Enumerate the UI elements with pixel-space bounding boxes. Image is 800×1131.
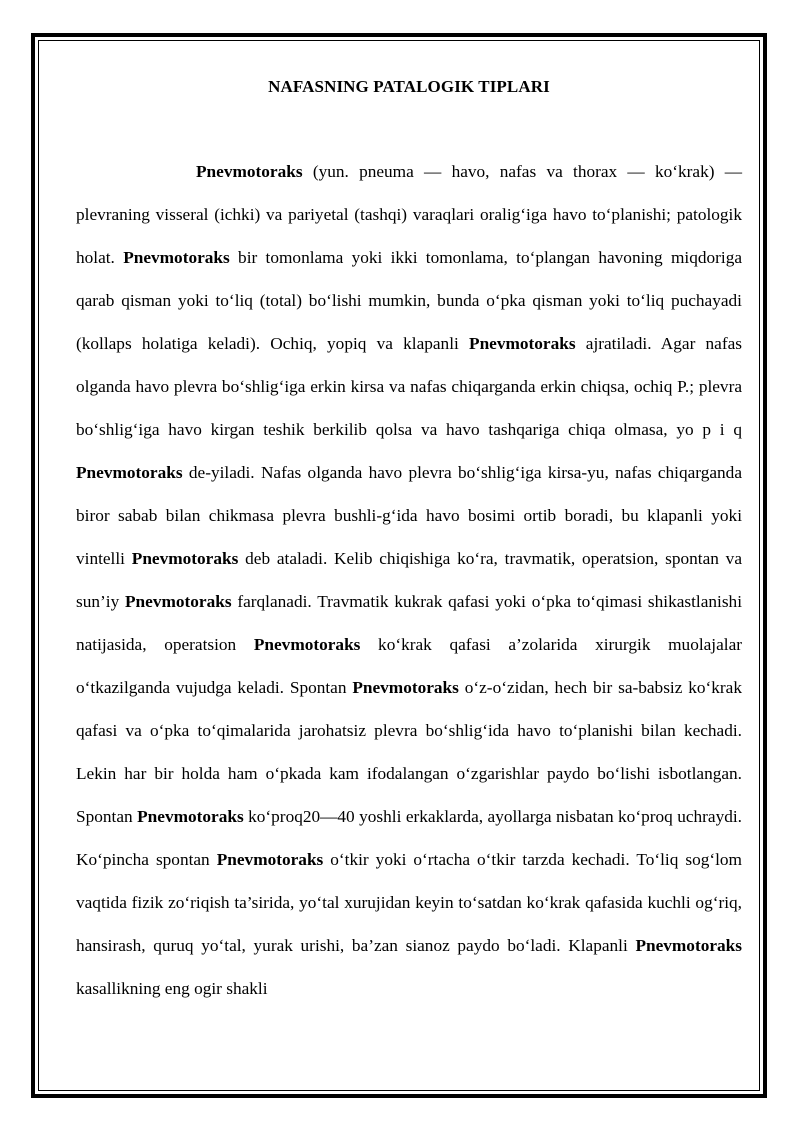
text-run: (yun. pneuma — havo, nafas va thorax — ko‘krak) — plevraning visseral (ichki) va pariyetal (tashqi) varaqlari oralig‘iga havo to‘planishi; patologik holat.: [76, 162, 742, 267]
term-bold: Pnevmotoraks: [635, 936, 742, 955]
text-run: kasallikning eng ogir shakli: [76, 979, 268, 998]
text-run: farqlanadi. Travmatik kukrak qafasi yoki o‘pka to‘qimasi shikastlanishi natijasida, operatsion: [76, 592, 742, 654]
term-bold: Pnevmotoraks: [76, 463, 183, 482]
term-bold: Pnevmotoraks: [196, 162, 303, 181]
term-bold: Pnevmotoraks: [131, 549, 239, 568]
term-bold: Pnevmotoraks: [137, 807, 244, 826]
document-title: NAFASNING PATALOGIK TIPLARI: [268, 77, 550, 96]
text-run: o‘z-o‘zidan, hech bir sa-babsiz ko‘krak qafasi va o‘pka to‘qimalarida jarohatsiz plevra bo‘shlig‘ida havo to‘planishi bilan kechadi. Lekin har bir holda ham o‘pkada kam ifodalangan o‘zgarishlar paydo bo‘lishi isbotlangan. Spontan: [76, 678, 742, 826]
text-run: deb ataladi. Kelib chiqishiga ko‘ra, travmatik, operatsion, spontan va sun’iy: [76, 549, 742, 611]
term-bold: Pnevmotoraks: [352, 678, 459, 697]
body-paragraph: [76, 150, 742, 1010]
text-run: o‘tkir yoki o‘rtacha o‘tkir tarzda kechadi. To‘liq sog‘lom vaqtida fizik zo‘riqish ta’sirida, yo‘tal xurujidan keyin to‘satdan ko‘krak qafasida kuchli og‘riq, hansirash, quruq yo‘tal, yurak urishi, ba’zan sianoz paydo bo‘ladi. Klapanli: [76, 850, 743, 955]
term-bold: Pnevmotoraks: [125, 592, 232, 611]
term-bold: Pnevmotoraks: [216, 850, 324, 869]
text-run: de-yiladi. Nafas olganda havo plevra bo‘shlig‘iga kirsa-yu, nafas chiqarganda biror sabab bilan chikmasa plevra bushli-g‘ida havo bosimi ortib boradi, bu klapanli yoki vintelli: [76, 463, 742, 568]
text-run: bir tomonlama yoki ikki tomonlama, to‘plangan havoning miqdoriga qarab qisman yoki to‘liq (total) bo‘lishi mumkin, bunda o‘pka qisman yoki to‘liq puchayadi (kollaps holatiga keladi). Ochiq, yopiq va klapanli: [76, 248, 743, 353]
text-run: ko‘krak qafasi a’zolarida xirurgik muolajalar o‘tkazilganda vujudga keladi. Spontan: [76, 635, 743, 697]
term-bold: Pnevmotoraks: [253, 635, 361, 654]
page-content: [76, 76, 742, 1010]
text-run: ajratiladi. Agar nafas olganda havo plevra bo‘shlig‘iga erkin kirsa va nafas chiqarganda erkin chiqsa, ochiq P.; plevra bo‘shlig‘iga havo kirgan teshik berkilib qolsa va havo tashqariga chiqa olmasa, yo p i q: [76, 334, 742, 439]
text-run: ko‘proq20—40 yoshli erkaklarda, ayollarga nisbatan ko‘proq uchraydi. Ko‘pincha spontan: [76, 807, 742, 869]
term-bold: Pnevmotoraks: [469, 334, 576, 353]
term-bold: Pnevmotoraks: [123, 248, 230, 267]
